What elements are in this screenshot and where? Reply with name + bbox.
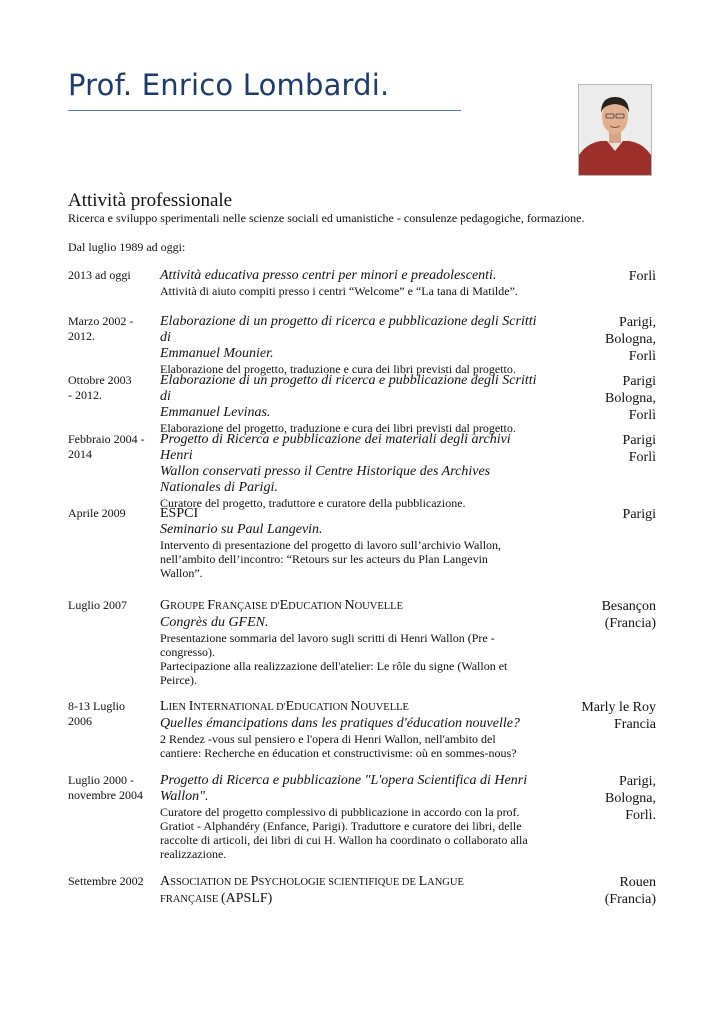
entry-body [160,373,542,435]
portrait-image [579,85,651,175]
entry-title: Progetto di Ricerca e pubblicazione dei materiali degli archivi Henri Wallon conservati presso il Centre Historique des Archives Nationales di Parigi. [160,432,511,495]
entry-body [160,506,542,580]
entry-date: Aprile 2009 [68,506,126,520]
entry-title: LIEN INTERNATIONAL D'EDUCATION NOUVELLE [160,699,409,714]
entry-date: 8-13 Luglio 2006 [68,699,125,728]
entry-subtitle: Congrès du GFEN. [160,615,269,630]
entry-description: Attività di aiuto compiti presso i centri “Welcome” e “La tana di Matilde”. [160,284,518,298]
entry-title: Progetto di Ricerca e pubblicazione "L'opera Scientifica di Henri Wallon". [160,773,528,804]
entry-place: Parigi [622,507,656,522]
entry-place: Parigi Bologna, Forlì [605,374,656,423]
entry-date: Marzo 2002 - 2012. [68,314,134,343]
entry-title: Attività educativa presso centri per minori e preadolescenti. [160,268,497,283]
entry-description: 2 Rendez -vous sul pensiero e l'opera di Henri Wallon, nell'ambito del cantiere: Recherche en éducation et constructivisme: où en sommes-nous? [160,732,517,760]
name-underline [68,110,461,111]
entry-title: GROUPE FRANÇAISE D'EDUCATION NOUVELLE [160,598,403,613]
entry-place: Parigi, Bologna, Forlì [605,315,656,364]
entry-title: ESPCI [160,506,199,521]
entry-body [160,699,542,760]
section-title: Attività professionale [68,190,233,211]
entry-date: Febbraio 2004 - 2014 [68,432,145,461]
entry-place: Forlì [628,269,656,284]
person-name: Prof. Enrico Lombardi. [68,68,390,102]
entry-body [160,874,542,908]
entry-description: Curatore del progetto complessivo di pubblicazione in accordo con la prof. Gratiot - Alphandéry (Enfance, Parigi). Traduttore e curatore dei libri, delle raccolte di articoli, dei libri di cui H. Wallon ha coordinato o collaborato alla realizzazione. [160,805,528,861]
entry-body [160,268,542,298]
entry-body [160,432,542,510]
entry-body [160,773,542,861]
entry-subtitle: Quelles émancipations dans les pratiques d'éducation nouvelle? [160,716,520,731]
entry-place: Rouen (Francia) [604,875,656,907]
entry-description: Elaborazione del progetto, traduzione e cura dei libri previsti dal progetto. [160,362,516,376]
section-subtitle: Ricerca e sviluppo sperimentali nelle scienze sociali ed umanistiche - consulenze pedagogiche, formazione. [68,211,585,225]
entry-date: Ottobre 2003 - 2012. [68,373,132,402]
entry-title: Elaborazione di un progetto di ricerca e pubblicazione degli Scritti di Emmanuel Levinas. [160,373,537,420]
entry-date: Settembre 2002 [68,874,144,888]
entry-date: Luglio 2000 - novembre 2004 [68,773,143,802]
entry-title: ASSOCIATION DE PSYCHOLOGIE SCIENTIFIQUE DE LANGUE FRANÇAISE (APSLF) [160,874,464,906]
entry-description: Intervento di presentazione del progetto di lavoro sull’archivio Wallon, nell’ambito dell’incontro: “Retours sur les acteurs du Plan Langevin Wallon”. [160,538,502,580]
entry-description: Elaborazione del progetto, traduzione e cura dei libri previsti dal progetto. [160,421,516,435]
entry-body [160,598,542,687]
entry-place: Besançon (Francia) [601,599,656,631]
entry-place: Parigi, Bologna, Forlì. [605,774,656,823]
entry-subtitle: Seminario su Paul Langevin. [160,522,323,537]
entry-date: 2013 ad oggi [68,268,131,282]
period-intro: Dal luglio 1989 ad oggi: [68,240,186,254]
entry-place: Marly le Roy Francia [581,700,656,732]
entry-description: Presentazione sommaria del lavoro sugli scritti di Henri Wallon (Pre - congresso). Partecipazione alla realizzazione dell'atelier: Le rôle du signe (Wallon et Peirce). [160,631,508,687]
profile-photo [578,84,652,176]
entry-date: Luglio 2007 [68,598,127,612]
entry-body [160,314,542,376]
entry-place: Parigi Forlì [622,433,656,465]
entry-description: Curatore del progetto, traduttore e curatore della pubblicazione. [160,496,466,510]
entry-title: Elaborazione di un progetto di ricerca e pubblicazione degli Scritti di Emmanuel Mounier. [160,314,537,361]
